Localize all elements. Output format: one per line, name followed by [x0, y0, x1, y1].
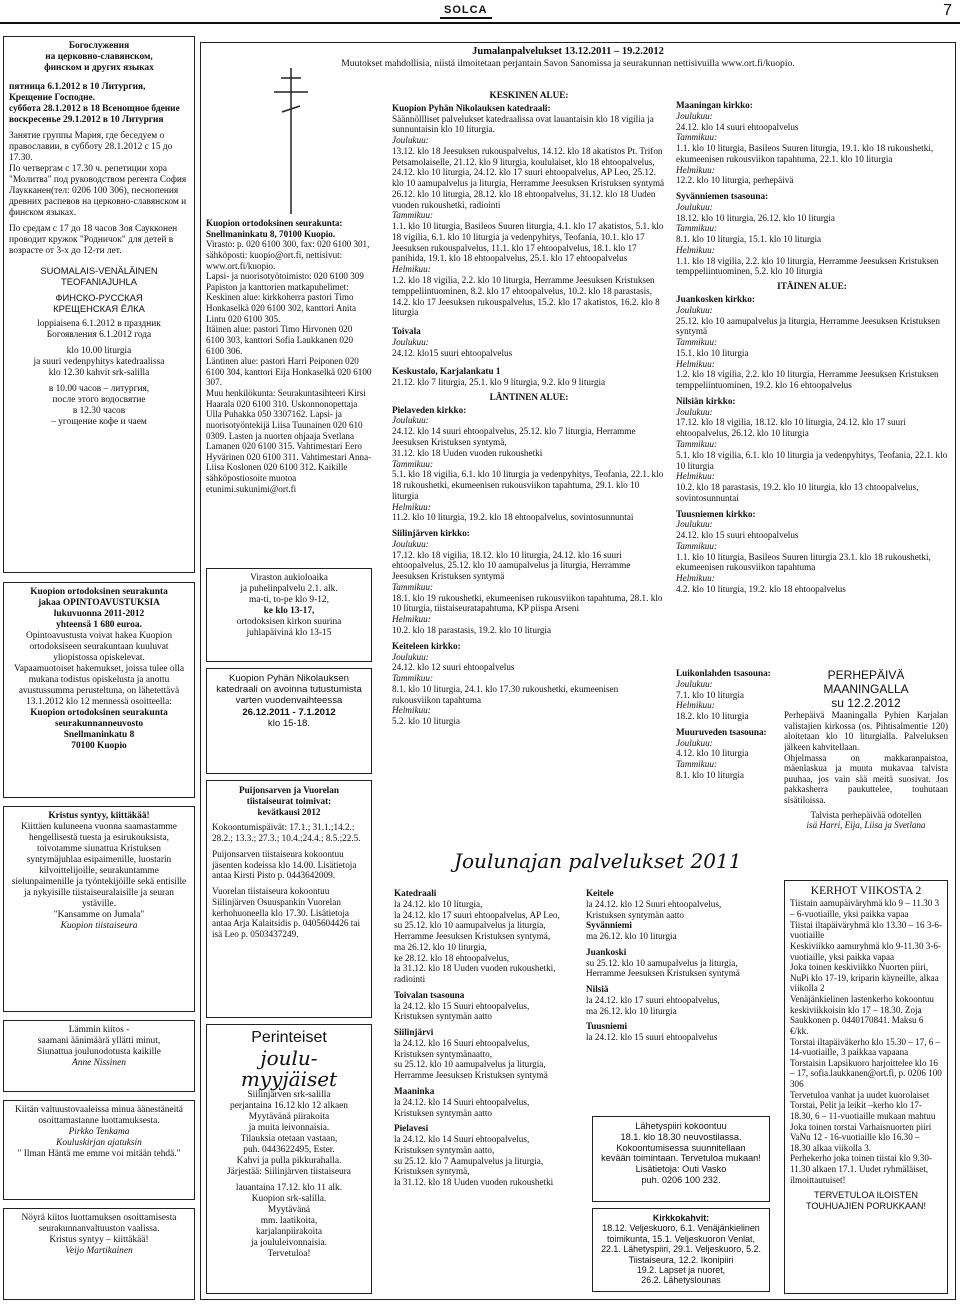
- schedule-line: 25.12. klo 10 aamupalvelus ja liturgia, Herramme Jeesuksen Kristuksen syntymä: [676, 315, 940, 337]
- club-line: Tiistai iltapäiväryhmä klo 13.30 – 16 3-6-vuotiaille: [790, 919, 942, 941]
- grant-line: seurakunnanneuvosto: [54, 719, 144, 729]
- schedule-line: Joulukuu:: [392, 538, 429, 549]
- christmas-line: Keitele: [586, 888, 614, 898]
- banner-title: Jumalanpalvelukset 13.12.2011 – 19.2.2012: [472, 46, 664, 57]
- schedule-line: Kuopion Pyhän Nikolauksen katedraali:: [392, 102, 551, 113]
- schedule-line: Helmikuu:: [392, 705, 431, 716]
- christmas-services-right-text: [586, 888, 772, 1043]
- schedule-line: 24.12. klo 15 suuri ehtoopalvelus: [676, 530, 799, 541]
- schedule-line: Luikonlahden tsasouna:: [676, 668, 771, 678]
- schedule-line: 10.2. klo 18 parastasis, 19.2. klo 10 liturgia, klo 13 chtoopalvelus, sovintosunnuntai: [676, 482, 919, 503]
- coffee-line: 26.2. Lähetyslounas: [641, 1275, 721, 1286]
- christmas-line: su 25.12. klo 7 Aamupalvelus ja liturgia,: [394, 1155, 544, 1166]
- church-coffee-text: [598, 1213, 764, 1286]
- sale-line: Myytävänä: [267, 1204, 311, 1215]
- feast-line: ФИНСКО-РУССКАЯ: [55, 292, 143, 303]
- header-rule: [0, 22, 960, 24]
- christmas-line: la 31.12. klo 18 Uuden vuoden rukoushetki: [394, 1177, 554, 1188]
- contact-line: Lapsi- ja nuorisotyötoimisto: 020 6100 309: [206, 271, 364, 282]
- sale-line: puh. 0443622495, Ester.: [243, 1144, 335, 1155]
- tiistaiseura-line: Kokoontumispäivät: 17.1.; 31.1.;14.2.: 28.2.; 13.3.; 27.3.; 10.4.;24.4.; 8.5.;22.5.: [212, 822, 361, 844]
- thanks-line: Kristus syntyy, kiittäkää!: [48, 811, 150, 821]
- tiistaiseura-line: tiistaiseurat toimivat:: [246, 795, 332, 806]
- club-line: Tervetuloa vanhat ja uudet kuorolaiset: [790, 1089, 930, 1100]
- schedule-line: Joulukuu:: [392, 651, 429, 662]
- sale-line: Tervetuloa!: [267, 1248, 311, 1259]
- club-line: Perhekerho joka toinen tiistai klo 9.30-11.30 alkaen 17.1. Uudet ryhmäläiset, ilmoittautuiset!: [790, 1153, 932, 1185]
- office-line: juhlapäivinä klo 13-15: [246, 628, 332, 638]
- east-area-services: [676, 294, 948, 595]
- orthodox-cross-icon: [206, 64, 376, 220]
- schedule-line: 5.2. klo 10 liturgia: [392, 716, 460, 727]
- christmas-line: la 24.12. klo 15 Suuri ehtoopalvelus,: [394, 1000, 530, 1011]
- contact-line: Papiston ja kanttorien matkapuhelimet: Keskinen alue: kirkkoherra pastori Timo Honkaselkä 020 6100 302, kanttori Anita Lintu 020 6100 305.: [206, 281, 357, 324]
- christmas-sale-box: [206, 1024, 372, 1294]
- schedule-line: Joulukuu:: [676, 519, 713, 530]
- schedule-line: 18.2. klo 10 liturgia: [676, 711, 749, 722]
- family-day-line: su 12.2.2012: [831, 696, 901, 711]
- schedule-line: 1.1. klo 10 liturgia, Basileos Suuren liturgia, 19.1. klo 18 rukoushetki, ekumeenisen rukousviikon tapahtuma, 22.1. klo 10 liturgia: [676, 143, 934, 164]
- schedule-line: Tammikuu:: [676, 337, 718, 348]
- clubs-heading: KERHOT VIIKOSTA 2: [810, 885, 922, 897]
- sale-line: joulu-: [260, 1045, 318, 1070]
- service-line: воскресенье 29.1.2012 в 10 Литургия: [9, 115, 164, 125]
- contact-line: Kuopion ortodoksinen seurakunta: Snellmaninkatu 8, 70100 Kuopio.: [206, 218, 343, 239]
- schedule-line: 17.12. klo 18 vigilia, 18.12. klo 10 liturgia, 24.12. klo 17 suuri ehtoopalvelus, 26.12. klo 10 liturgia: [676, 417, 906, 439]
- christmas-line: la 24.12. klo 17 suuri ehtoopalvelus, AP Leo,: [394, 909, 560, 920]
- grant-line: Opintoavustusta voivat hakea Kuopion ortodoksiseen seurakuntaan kuuluvat yliopistossa opiskelevat.: [25, 631, 173, 663]
- feast-announcement: [9, 265, 189, 428]
- feast-line: loppiaisena 6.1.2012 в праздник: [37, 319, 161, 329]
- study-grant-box: [3, 582, 195, 798]
- christmas-line: la 24.12. klo 12 Suuri ehtoopalvelus,: [586, 898, 722, 909]
- schedule-line: 4.12. klo 10 liturgia: [676, 748, 749, 759]
- christmas-line: ke 28.12. klo 18 ehtoopalvelus,: [394, 952, 510, 963]
- office-line: ortodoksisen kirkon suurina: [236, 617, 342, 627]
- feast-line: ja suuri vedenpyhitys katedraalissa: [33, 357, 165, 367]
- christmas-line: la 24.12. klo 15 suuri ehtoopalvelus: [586, 1032, 718, 1043]
- parish-contact-info: [206, 218, 372, 558]
- thanks-line: Kuopion tiistaiseura: [60, 921, 138, 931]
- feast-line: в 12.30 часов: [72, 406, 126, 416]
- schedule-line: 12.2. klo 10 liturgia, perhepäivä: [676, 175, 794, 186]
- sale-line: ja joululeivonnaisia.: [250, 1237, 328, 1248]
- service-line: суббота 28.1.2012 в 18 Всенощное бдение: [9, 104, 180, 114]
- club-line: Joka toinen torstai Varhaisnuorten piiri VaNu 12 - 16-vuotiaille klo 16.30 – 18.30 alkaa viikolla 3.: [790, 1121, 932, 1153]
- cathedral-line: klo 15-18.: [267, 717, 311, 729]
- clubs-box: [784, 880, 948, 1294]
- schedule-line: 24.12. klo15 suuri ehtoopalvelus: [392, 347, 513, 358]
- service-line: По средам с 17 до 18 часов Зоя Саукконен проводит кружок "Родничок" для детей в возрасте от 3-х до 12-ти лет.: [9, 224, 178, 256]
- service-line: По четвергам с 17.30 ч. репетиции хора "Молитва" под руководством регента София Лаукканен(тел: 0206 100 306), песнопения древних распевов на церковно-славянском и финском языках.: [9, 164, 187, 218]
- cathedral-open-text: [212, 673, 366, 729]
- schedule-line: Tammikuu:: [392, 458, 434, 469]
- schedule-line: Helmikuu:: [392, 501, 431, 512]
- christmas-line: ma 26.12. klo 10 liturgia: [586, 931, 677, 942]
- thanks-line: Lämmin kiitos -: [68, 1025, 130, 1035]
- thanks-line: Kristus syntyy – kiittäkää!: [49, 1235, 149, 1245]
- office-hours-text: [212, 573, 366, 639]
- thanks-nissinen-text: [9, 1025, 189, 1069]
- schedule-line: 1.2. klo 18 vigilia, 2.2. klo 10 liturgia, Herramme Jeesuksen Kristuksen temppeliintuominen, 8.2. klo 17 ehtoopalvelus, 10.2. klo 18 parastasis, 14.2. klo 17 Jeesuksen rukouspalvelus, 15.2. klo 17 akatistos, 16.2. klo 8 liturgia: [392, 275, 660, 318]
- schedule-line: Joulukuu:: [676, 678, 713, 689]
- club-line: Torstai, Pelit ja leikit –kerho klo 17-18.30, 6 – 11-vuotiaille mukaan mahtuu: [790, 1100, 936, 1121]
- cathedral-line: 26.12.2011 - 7.1.2012: [242, 706, 336, 718]
- thanks-nissinen-box: [3, 1020, 195, 1092]
- thanks-martikainen-box: [3, 1208, 195, 1300]
- tiistaiseura-thanks-box: [3, 806, 195, 1012]
- office-hours-box: [206, 568, 372, 662]
- schedule-line: Joulukuu:: [676, 406, 713, 417]
- grant-line: Kuopion ortodoksinen seurakunta: [30, 708, 168, 718]
- contact-line: Itäinen alue: pastori Timo Hirvonen 020 6100 303, kanttori Sofia Laukkanen 020 6100 306.: [206, 324, 353, 356]
- family-day-line: Perhepäivä Maaningalla Pyhien Karjalan valistajien kirkossa (os. Pihtisalmentie 120) aloitetaan klo 10 liturgialla. Palveluksen jälkeen kahvitellaan.: [784, 710, 948, 752]
- feast-line: – угощение кофе и чаем: [51, 417, 147, 427]
- page-number: 7: [943, 2, 952, 19]
- sale-line: Kahvi ja pulla pikkurahalla.: [236, 1155, 342, 1166]
- mission-line: Lähetyspiiri kokoontuu: [635, 1121, 727, 1131]
- grant-line: jakaa OPINTOAVUSTUKSIA: [38, 598, 160, 608]
- russian-services-body: [9, 82, 189, 257]
- schedule-line: Juankosken kirkko:: [676, 294, 755, 305]
- sale-line: karjalanpiirakoita: [255, 1226, 323, 1237]
- schedule-line: 17.12. klo 18 vigilia, 18.12. klo 10 liturgia, 24.12. klo 16 suuri ehtoopalvelus, 25.12. klo 10 aamupalvelus ja liturgia, Herramme Jeesuksen Kristuksen syntymä: [392, 549, 631, 582]
- thanks-line: Pirkko Tenkama: [68, 1127, 130, 1137]
- keskustalo-services: [392, 366, 666, 388]
- christmas-line: Katedraali: [394, 888, 437, 898]
- schedule-line: Helmikuu:: [676, 471, 715, 482]
- club-line: Keskiviikko aamuryhmä klo 9-11.30 3-6-vuotiaille, yksi paikka vapaa: [790, 940, 941, 962]
- service-line: Занятие группы Мария, где беседуем о православии, в субботу 28.1.2012 с 15 до 17.30.: [9, 131, 173, 163]
- west-area-heading: LÄNTINEN ALUE:: [489, 391, 569, 402]
- central-west-services: [392, 86, 666, 826]
- tiistaiseura-line: Puijonsarven ja Vuorelan: [239, 785, 339, 795]
- club-line: Venäjänkielinen lastenkerho kokoontuu keskiviikkoisin klo 17 – 18.30. Zoja Saukkonen p. 0440170841. Maksu 6 €/kk.: [790, 994, 934, 1036]
- christmas-line: la 24.12. klo 17 suuri ehtoopalvelus,: [586, 994, 720, 1005]
- christmas-line: Kristuksen syntymänaatto,: [394, 1048, 492, 1059]
- coffee-line: 18.12. Veljeskuoro, 6.1. Venäjänkielinen toimikunta, 15.1. Veljeskuoron Venlat, 22.1. Lähetyspiiri, 29.1. Veljeskuoro, 5.2. Tiistaiseura, 12.2. Ikonipiiri: [601, 1223, 761, 1265]
- schedule-line: Tammikuu:: [676, 540, 718, 551]
- schedule-line: Keskustalo, Karjalankatu 1: [392, 366, 501, 377]
- sale-line: Järjestää: Siilinjärven tiistaiseura: [227, 1166, 351, 1177]
- title-line: Богослужения: [68, 41, 130, 51]
- coffee-line: Kirkkokahvit:: [652, 1213, 710, 1223]
- sale-line: perjantaina 16.12 klo 12 alkaen: [230, 1100, 348, 1111]
- christmas-services-right: [586, 888, 772, 1108]
- feast-line: klo 12.30 kahvit srk-salilla: [48, 368, 150, 378]
- grant-line: yhteensä 1 680 euroa.: [56, 620, 142, 630]
- church-coffee-box: [592, 1208, 770, 1292]
- schedule-line: Joulukuu:: [392, 135, 429, 146]
- schedule-line: Joulukuu:: [392, 415, 429, 426]
- sale-line: Myytävänä piirakoita: [248, 1111, 330, 1122]
- schedule-line: Joulukuu:: [676, 201, 713, 212]
- west-area-services: [392, 405, 666, 727]
- christmas-line: su 25.12. klo 10 aamupalvelus ja liturgia, Herramme Jeesuksen Kristuksen syntymä: [586, 957, 740, 979]
- orthodox-cross-area: [206, 64, 376, 224]
- club-line: Tiistain aamupäiväryhmä klo 9 – 11.30 3 – 6-vuotiaille, yksi paikka vapaa: [790, 898, 940, 920]
- service-line: пятница 6.1.2012 в 10 Литургия, Крещение Господне.: [9, 82, 146, 103]
- schedule-line: 5.1. klo 18 vigilia, 6.1. klo 10 liturgia ja vedenpyhitys, Teofania, 22.1. klo 18 rukoushetki, ekumeenisen rukousviikon tapahtuma, 29.1. klo 10 liturgia: [392, 469, 664, 501]
- thanks-line: Veijo Martikainen: [65, 1246, 133, 1256]
- christmas-line: ma 26.12. klo 10 liturgia: [586, 1005, 677, 1016]
- clubs-text: [790, 898, 942, 1211]
- schedule-line: 8.1. klo 10 liturgia, 24.1. klo 17.30 rukoushetki, ekumeenisen rukousviikon tapahtuma: [392, 683, 619, 705]
- feast-line: КРЕЩЕНСКАЯ ЁЛКА: [53, 303, 145, 314]
- sale-line: Kuopion srk-salilla.: [251, 1193, 327, 1204]
- office-line: ja puhelinpalvelu 2.1. alk.: [240, 584, 338, 594]
- schedule-line: Helmikuu:: [392, 264, 431, 275]
- christmas-services-left: [394, 888, 580, 1296]
- christmas-services-title: Joulunajan palvelukset 2011: [454, 850, 742, 873]
- schedule-line: 13.12. klo 18 Jeesuksen rukouspalvelus, 14.12. klo 18 akatistos Pt. Trifon Petsamolaiselle, 21.12. klo 9 liturgia, koululaiset, klo 18 ehtoopalvelus, 24.12. klo 10 liturgia, 24.12. klo 17 suuri ehtoopalvelus, AP Leo, 25.12. klo 10 aamupalvelus ja liturgia, Herramme Jeesuksen Kristuksen syntymä: [392, 145, 665, 189]
- schedule-line: Pielaveden kirkko:: [392, 404, 467, 415]
- schedule-line: 24.12. klo 14 suuri ehtoopalvelus, 25.12. klo 7 liturgia, Herramme Jeesuksen Kristuksen syntymä,: [392, 426, 636, 447]
- christmas-line: la 31.12. klo 18 Uuden vuoden rukoushetki, radiointi: [394, 963, 556, 985]
- christmas-line: Kristuksen syntymän aatto,: [394, 1144, 495, 1155]
- mission-circle-box: [592, 1116, 770, 1202]
- schedule-line: 8.1. klo 10 liturgia, 15.1. klo 10 liturgia: [676, 234, 822, 245]
- christmas-line: Juankoski: [586, 946, 627, 957]
- feast-line: Богоявления 6.1.2012 года: [46, 330, 152, 340]
- club-line: Torstai iltapäiväkerho klo 15.30 – 17, 6 – 14-vuotiaille, 3 paikkaa vapaana: [790, 1036, 941, 1058]
- study-grant-text: [9, 587, 189, 752]
- schedule-line: 1.1. klo 18 vigilia, 2.2. klo 10 liturgia, Herramme Jeesuksen Kristuksen temppeliintuominen, 5.2. klo 10 liturgia: [676, 255, 939, 277]
- family-day-line: PERHEPÄIVÄ: [827, 668, 905, 682]
- schedule-line: 7.1. klo 10 liturgia: [676, 689, 744, 700]
- mission-line: kevään toimintaan. Tervetuloa mukaan! Lisätietoja: Outi Vasko: [601, 1153, 761, 1175]
- tiistaiseura-thanks-text: [9, 811, 189, 932]
- schedule-line: Tammikuu:: [676, 759, 718, 770]
- schedule-line: Helmikuu:: [392, 614, 431, 625]
- sale-line: lauantaina 17.12. klo 11 alk.: [235, 1182, 343, 1193]
- mission-line: 18.1. klo 18.30 neuvostilassa.: [620, 1131, 742, 1142]
- thanks-line: "Kansamme on Jumala": [53, 910, 145, 920]
- chapel-services-text: [676, 668, 780, 781]
- schedule-line: Tammikuu:: [676, 223, 718, 234]
- schedule-line: 1.1. klo 10 liturgia, Basileos Suuren liturgia, 4.1. klo 17 akatistos, 5.1. klo 18 vigilia, 6.1. klo 10 liturgia ja vedenpyhitys, Teofania, 10.1. klo 17 Jeesuksen rukouspalvelus, 11.1. klo 17 ehtoopalvelus, 18.1. klo 17 panihida, 19.1. klo 18 ehtoopalvelus, 25.1. klo 17 ehtoopalvelus: [392, 221, 664, 264]
- banner-subtitle: Muutokset mahdollisia, niistä ilmoitetaan perjantain Savon Sanomissa ja seurakunnan nettisivuilla www.ort.fi/kuopio.: [341, 58, 795, 70]
- office-line: ma-ti, to-pe klo 9-12,: [249, 595, 329, 605]
- schedule-line: Tammikuu:: [392, 673, 434, 684]
- toivala-services: [392, 326, 666, 358]
- club-line: Torstaisin Lapsikuoro harjoittelee klo 16 – 17, sofia.laukkanen@ort.fi, p. 0206 100 306: [790, 1057, 942, 1090]
- sale-line: Siilinjärven srk-salilla: [247, 1089, 331, 1100]
- russian-services-title: [9, 41, 189, 74]
- tiistaiseura-line: kevätkausi 2012: [257, 806, 321, 817]
- christmas-services-left-text: [394, 888, 580, 1188]
- thanks-tenkama-box: [3, 1100, 195, 1200]
- tiistaiseura-schedule-box: [206, 780, 372, 1018]
- sale-line: mm. laatikoita,: [260, 1215, 318, 1226]
- club-line: TERVETULOA ILOISTEN TOUHUAJIEN PORUKKAAN!: [805, 1190, 927, 1211]
- christmas-line: Nilsiä: [586, 984, 609, 995]
- thanks-line: Kiitän valtuustovaaleissa minua äänestäneitä osoittamastanne luottamuksesta.: [15, 1105, 183, 1126]
- schedule-line: 4.2. klo 10 liturgia, 19.2. klo 18 ehtoopalvelus: [676, 583, 846, 594]
- grant-line: lukuvuonna 2011-2012: [53, 609, 145, 619]
- chapel-services: [676, 668, 780, 828]
- mission-line: Kokoontumisessa suunnitellaan: [616, 1142, 746, 1153]
- family-day-text: [784, 668, 948, 831]
- christmas-sale-text: [212, 1029, 366, 1260]
- schedule-line: Siilinjärven kirkko:: [392, 528, 470, 539]
- family-day-line: Talvista perhepäivää odotellen: [810, 809, 922, 820]
- thanks-line: Kiittäen kuluneena vuonna saamastamme hengellisestä tuesta ja esirukouksista, toivotamme siunattua Kristuksen syntymäjuhlaa esipaimenille, luostarin kilvoittelijoille, seurakuntamme sielunpaimenille ja työntekijöille sekä entisille ja nykyisille tiistaiseuralaisille ja seuran ystäville.: [11, 822, 187, 909]
- feast-line: klo 10.00 liturgia: [66, 346, 132, 356]
- club-line: Joka toinen keskiviikko Nuorten piiri, NuPi klo 17-19, kriparin käyneille, alkaa viikolla 2: [790, 962, 939, 994]
- christmas-line: la 24.12. klo 16 Suuri ehtoopalvelus,: [394, 1037, 530, 1048]
- schedule-line: 18.1. klo 19 rukoushetki, ekumeenisen rukousviikon tapahtuma, 28.1. klo 10 liturgia, tiistaiseuratapahtuma, KP piispa Arseni: [392, 592, 663, 614]
- sale-line: Perinteiset: [251, 1029, 327, 1046]
- grant-line: Kuopion ortodoksinen seurakunta: [30, 587, 168, 597]
- thanks-martikainen-text: [9, 1213, 189, 1257]
- thanks-line: " Ilman Häntä me emme voi mitään tehdä.": [17, 1149, 181, 1159]
- schedule-line: Tuusniemen kirkko:: [676, 508, 756, 519]
- christmas-line: Kristuksen syntymän aatto: [394, 1011, 492, 1022]
- schedule-line: Helmikuu:: [676, 244, 715, 255]
- mission-line: puh. 0206 100 232.: [641, 1174, 721, 1185]
- schedule-line: 5.1. klo 18 vigilia, 6.1. klo 10 liturgia ja vedenpyhitys, Teofania, 22.1. klo 10 liturgia: [676, 449, 948, 471]
- schedule-line: 24.12. klo 12 suuri ehtoopalvelus: [392, 662, 515, 673]
- contact-line: Läntinen alue: pastori Harri Peiponen 020 6100 304, kanttori Eija Honkaselkä 020 6100 307.: [206, 356, 372, 388]
- thanks-line: Anne Nissinen: [72, 1058, 126, 1068]
- office-line: Viraston aukioloaika: [250, 573, 328, 583]
- christmas-line: la 24.12. klo 10 liturgia,: [394, 898, 483, 909]
- schedule-line: Helmikuu:: [676, 164, 715, 175]
- christmas-line: Pielavesi: [394, 1123, 429, 1134]
- schedule-line: 1.2. klo 18 vigilia, 2.2. klo 10 liturgia, Herramme Jeesuksen Kristuksen temppeliintuominen, 19.2. klo 16 ehtoopalvelus: [676, 369, 939, 391]
- office-line: ke klo 13-17,: [263, 606, 315, 616]
- schedule-line: 15.1. klo 10 liturgia: [676, 347, 749, 358]
- schedule-line: Joulukuu:: [676, 110, 713, 121]
- schedule-line: Tammikuu:: [676, 438, 718, 449]
- page-header: [0, 0, 960, 24]
- coffee-line: 19.2. Lapset ja nuoret,: [636, 1265, 726, 1276]
- schedule-line: Joulukuu:: [676, 737, 713, 748]
- sale-line: myyjäiset: [240, 1066, 338, 1091]
- christmas-line: Kristuksen syntymä,: [394, 1166, 470, 1177]
- schedule-line: Helmikuu:: [676, 358, 715, 369]
- schedule-line: Helmikuu:: [676, 700, 715, 711]
- christmas-line: Tuusniemi: [586, 1021, 628, 1032]
- christmas-line: ma 26.12. klo 10 liturgia,: [394, 941, 487, 952]
- tiistaiseura-line: Puijonsarven tiistaiseura kokoontuu jäsenten kodeissa klo 14.00. Lisätietoja antaa Kirsti Pisto p. 0443642009.: [212, 848, 357, 881]
- grant-line: 70100 Kuopio: [71, 741, 127, 751]
- schedule-line: 8.1. klo 10 liturgia: [676, 769, 744, 780]
- maaninka-syvanniemi-services: [676, 100, 948, 277]
- christmas-line: Toivalan tsasouna: [394, 989, 465, 1000]
- christmas-line: la 24.12. klo 14 Suuri ehtoopalvelus,: [394, 1096, 530, 1107]
- schedule-line: 21.12. klo 7 liturgia, 25.1. klo 9 liturgia, 9.2. klo 9 liturgia: [392, 377, 606, 388]
- thanks-line: Siunattua joulunodotusta kaikille: [37, 1047, 161, 1057]
- feast-line: после этого водосвятие: [52, 395, 146, 405]
- grant-line: Vapaamuotoiset hakemukset, joissa tulee olla mukana todistus opiskelusta ja anottu avustussumma perusteltuna, on lähetettävä 13.1.2012 klo 12 mennessä osoitteella:: [13, 664, 184, 707]
- thanks-line: saamani äänimäärä yllätti minut,: [37, 1036, 161, 1046]
- schedule-line: 24.12. klo 14 suuri ehtoopalvelus: [676, 121, 799, 132]
- schedule-line: Maaningan kirkko:: [676, 100, 753, 110]
- schedule-line: 31.12. klo 18 Uuden vuoden rukoushetki: [392, 447, 543, 458]
- maaninka-east-services: [676, 100, 948, 660]
- schedule-line: 11.2. klo 10 liturgia, 19.2. klo 18 ehtoopalvelus, sovintosunnuntai: [392, 512, 634, 523]
- tiistaiseura-schedule-text: [212, 785, 366, 940]
- schedule-line: Tammikuu:: [392, 581, 434, 592]
- sale-line: ja muita leivonnaisia.: [248, 1122, 330, 1133]
- central-area-services: [392, 103, 666, 318]
- feast-line: SUOMALAIS-VENÄLÄINEN: [40, 265, 158, 276]
- mission-circle-text: [598, 1121, 764, 1186]
- sale-line: Tilauksia otetaan vastaan,: [240, 1133, 338, 1144]
- christmas-line: Kristuksen syntymän aatto: [394, 1107, 492, 1118]
- family-day-notice: [784, 668, 948, 874]
- schedule-line: Toivala: [392, 326, 421, 337]
- schedule-line: Muuruveden tsasouna:: [676, 726, 767, 737]
- schedule-line: Helmikuu:: [676, 573, 715, 584]
- russian-services-box: [3, 36, 195, 573]
- christmas-line: Siilinjärvi: [394, 1027, 434, 1038]
- christmas-line: su 25.12. klo 10 aamupalvelus ja liturgia, Herramme Jeesuksen Kristuksen syntymä,: [394, 920, 551, 942]
- schedule-line: Syvänniemen tsasouna:: [676, 191, 769, 202]
- family-day-line: MAANINGALLA: [823, 682, 909, 697]
- contact-line: Virasto: p. 020 6100 300, fax: 020 6100 301, sähköposti: kuopio@ort.fi, nettisivut: www.ort.fi/kuopio.: [206, 239, 370, 271]
- schedule-line: 1.1. klo 10 liturgia, Basileos Suuren liturgia 23.1. klo 18 rukoushetki, ekumeenisen rukousviikon tapahtuma: [676, 551, 931, 573]
- schedule-line: Joulukuu:: [676, 304, 713, 315]
- east-area-heading: ITÄINEN ALUE:: [777, 281, 847, 292]
- christmas-title-area: [392, 850, 772, 884]
- thanks-line: Nöyrä kiitos luottamuksen osoittamisesta seurakunnanvaltuuston vaalissa.: [21, 1213, 177, 1234]
- contact-line: Muu henkilökunta: Seurakuntasihteeri Kirsi Haarala 020 6100 310. Uskonnonopettaja Ulla Puhakka 050 3307162. Lapsi- ja nuorisotyöntekijä Liisa Tuunainen 020 610 0309. Lasten ja nuorten ohjaaja Svetlana Lamanen 020 6100 315. Vahtimestari Eero Hyvärinen 020 6100 311. Vahtimestari Anna-Liisa Koslonen 020 6100 312. Kaikille sähköpostiosoite muotoa etunimi.sukunimi@ort.fi: [206, 388, 372, 494]
- schedule-line: Tammikuu:: [392, 210, 434, 221]
- thanks-tenkama-text: [9, 1105, 189, 1160]
- schedule-line: 26.12. klo 10 liturgia, 28.12. klo 18 ehtoopalvelus, 31.12. klo 18 Uuden vuoden rukoushetki, radiointi: [392, 188, 656, 210]
- schedule-line: 10.2. klo 18 parastasis, 19.2. klo 10 liturgia: [392, 624, 552, 635]
- schedule-line: Joulukuu:: [392, 336, 429, 347]
- grant-line: Snellmaninkatu 8: [63, 730, 135, 740]
- solca-logo: SOLCA: [440, 4, 492, 19]
- christmas-line: su 25.12. klo 10 aamupalvelus ja liturgia, Herramme Jeesuksen Kristuksen syntymä: [394, 1059, 548, 1081]
- christmas-line: Syvänniemi: [586, 920, 632, 931]
- christmas-line: Kristuksen syntymän aatto: [586, 909, 684, 920]
- family-day-line: isä Harri, Eija, Liisa ja Svetlana: [806, 820, 926, 831]
- schedule-line: Säännöllliset palvelukset katedraalissa ovat lauantaisin klo 18 vigilia ja sunnuntaisin klo 10 liturgia.: [392, 113, 654, 135]
- christmas-line: la 24.12. klo 14 Suuri ehtoopalvelus,: [394, 1134, 530, 1145]
- title-line: на церковно-славянском,: [45, 52, 153, 62]
- tiistaiseura-line: Vuorelan tiistaiseura kokoontuu Siilinjärven Osuuspankin Vuorelan kerhohuoneella klo 17.30. Lisätietoja antaa Arja Kalaitsidis p. 0405604426 tai isä Leo p. 0503437249.: [212, 886, 360, 940]
- cathedral-line: Kuopion Pyhän Nikolauksen katedraali on avoinna tutustumista varten vuodenvaihteessa: [216, 673, 362, 707]
- christmas-line: Maaninka: [394, 1086, 435, 1097]
- cathedral-open-box: [206, 668, 372, 774]
- feast-line: TEOFANIAJUHLA: [60, 276, 138, 287]
- schedule-line: 18.12. klo 10 liturgia, 26.12. klo 10 liturgia: [676, 212, 835, 223]
- family-day-line: Ohjelmassa on makkaranpaistoa, mäenlaskua ja muuta mukavaa talvista puuhaa, jos vain sää meitä suosivat. Jos pakkasherra paukuttelee, touhutaan sisätiloissa.: [784, 752, 948, 806]
- schedule-line: Nilsiän kirkko:: [676, 395, 736, 406]
- schedule-line: Tammikuu:: [676, 132, 718, 143]
- feast-line: в 10.00 часов – литургия,: [48, 384, 150, 394]
- schedule-line: Keiteleen kirkko:: [392, 640, 461, 651]
- thanks-line: Kouluskirjan ajatuksin: [56, 1138, 142, 1148]
- central-area-heading: KESKINEN ALUE:: [489, 90, 569, 100]
- title-line: финском и других языках: [44, 63, 154, 73]
